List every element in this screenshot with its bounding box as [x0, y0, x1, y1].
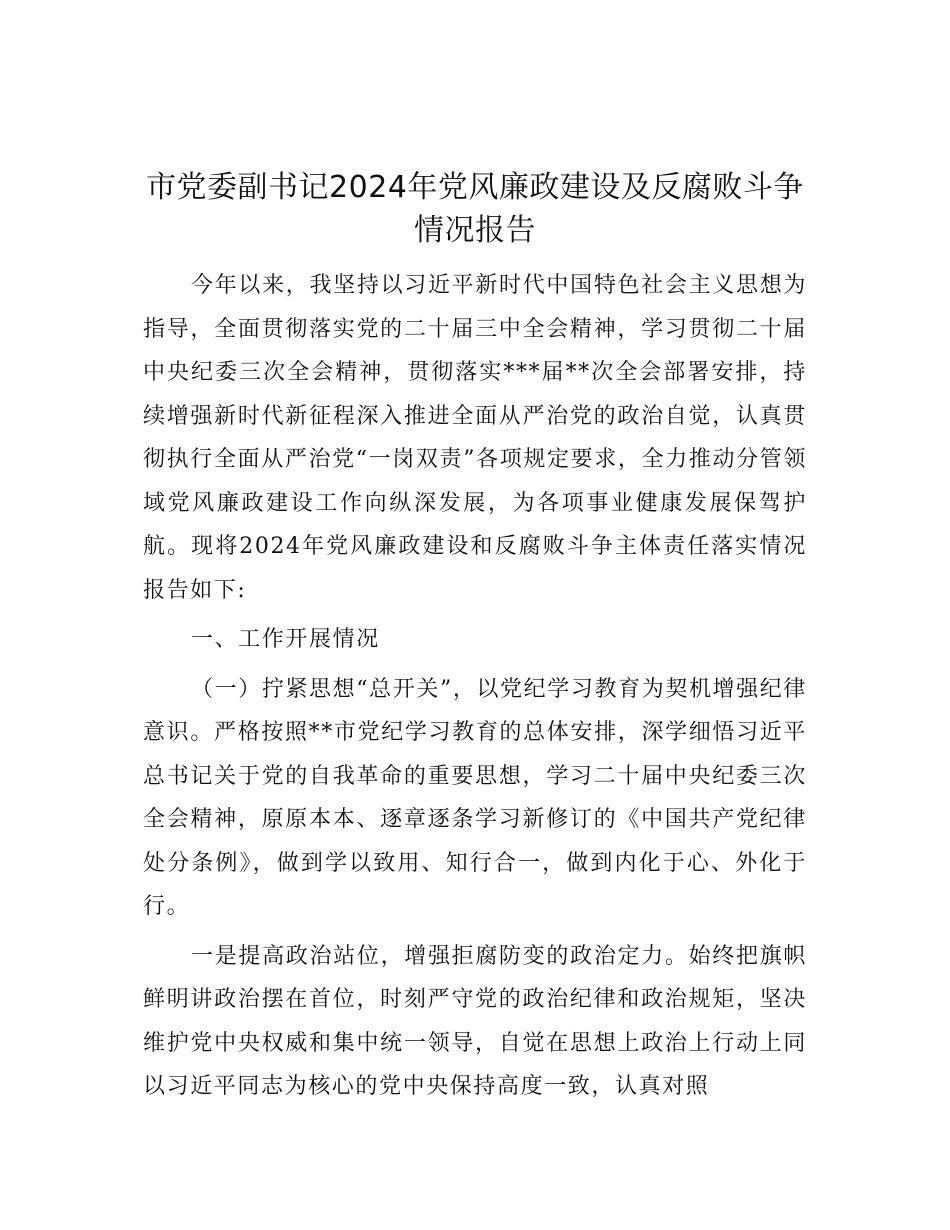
paragraph-point-1: 一是提高政治站位，增强拒腐防变的政治定力。始终把旗帜鲜明讲政治摆在首位，时刻严守党的政治纪律和政治规矩，坚决维护党中央权威和集中统一领导，自觉在思想上政治上行动上同以习近平同志为核心的党中央保持高度一致，认真对照 — [143, 943, 807, 1099]
paragraph-subsection-1: （一）拧紧思想“总开关”，以党纪学习教育为契机增强纪律意识。严格按照**市党纪学习教育的总体安排，深学细悟习近平总书记关于党的自我革命的重要思想，学习二十届中央纪委三次全会精神，原原本本、逐章逐条学习新修订的《中国共产党纪律处分条例》，做到学以致用、知行合一，做到内化于心、外化于行。 — [143, 676, 807, 919]
document-body — [143, 264, 807, 1115]
document-title: 市党委副书记2024年党风廉政建设及反腐败斗争情况报告 — [146, 170, 804, 248]
paragraph-intro: 今年以来，我坚持以习近平新时代中国特色社会主义思想为指导，全面贯彻落实党的二十届三中全会精神，学习贯彻二十届中央纪委三次全会精神，贯彻落实***届**次全会部署安排，持续增强新时代新征程深入推进全面从严治党的政治自觉，认真贯彻执行全面从严治党“一岗双责”各项规定要求，全力推动分管领域党风廉政建设工作向纵深发展，为各项事业健康发展保驾护航。现将2024年党风廉政建设和反腐败斗争主体责任落实情况报告如下: — [143, 273, 807, 603]
section-heading: 一、工作开展情况 — [191, 627, 380, 652]
